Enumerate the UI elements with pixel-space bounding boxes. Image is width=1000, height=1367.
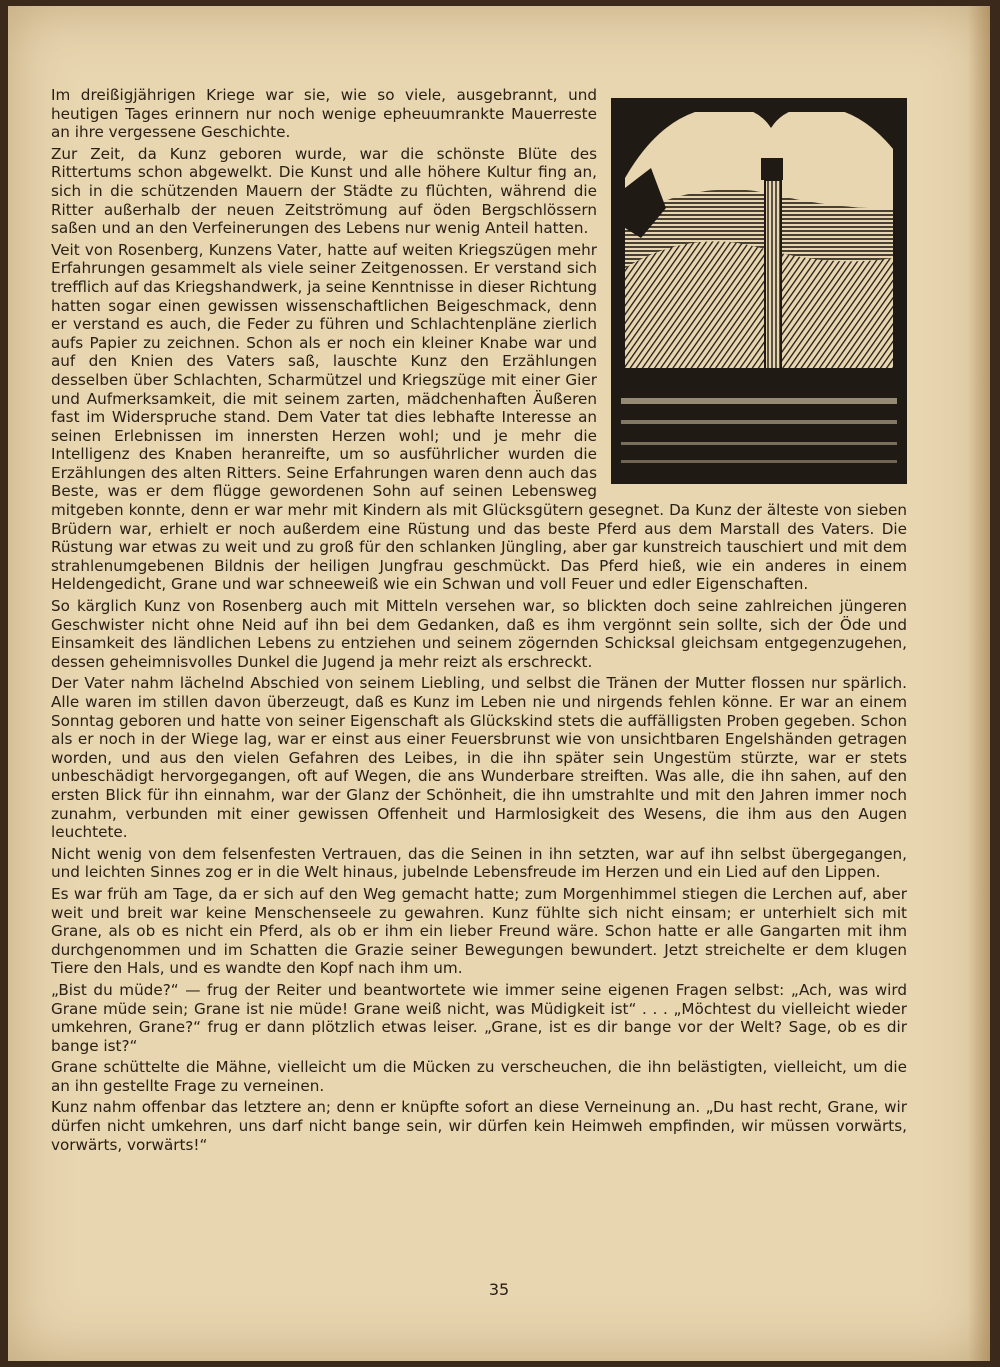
page-number: 35 [488,1280,510,1299]
paragraph: Kunz nahm offenbar das letztere an; denn er knüpfte sofort an diese Verneinung an. „Du hast recht, Grane, wir dürfen nicht umkehren, uns darf nicht bange sein, wir dürfen kein Heimweh empfinden, wir müssen vorwärts, vorwärts, vorwärts!“ [51,1098,907,1154]
paragraph: Nicht wenig von dem felsenfesten Vertrauen, das die Seinen in ihn setzten, war auf ihn selbst übergegangen, und leichten Sinnes zog er in die Welt hinaus, jubelnde Lebensfreude im Herzen und ein Lied auf den Lippen. [51,844,907,882]
page-spine-shadow [968,6,990,1361]
paragraph: Zur Zeit, da Kunz geboren wurde, war die schönste Blüte des Rittertums schon abgewelkt. Die Kunst und alle höhere Kultur fing an, sich in die schützenden Mauern der Städte zu flüchten, während die Ritter außerhalb der neuen Zeitströmung auf öden Bergschlössern saßen und an den Verfeinerungen des Lebens nur wenig Anteil hatten. [51,144,597,238]
woodcut-arcade-image [611,98,907,484]
paragraph: Veit von Rosenberg, Kunzens Vater, hatte auf weiten Kriegszügen mehr Erfahrungen gesammelt als viele seiner Zeitgenossen. Er verstand sich trefflich auf das Kriegshandwerk, ja seine Kenntnisse in dieser Richtung hatten sogar einen gewissen wissenschaftlichen Beigeschmack, denn er verstand es auch, die Feder zu führen und Schlachtenpläne zierlich aufs Papier zu zeichnen. Schon als er noch ein kleiner Knabe war und auf den Knien des Vaters saß, lauschte Kunz den Erzählungen desselben über Schlachten, Scharmützel und Kriegszüge mit einer Gier und Aufmerksamkeit, die mit seinem zarten, mädchenhaften Äußeren fast im Widerspruche stand. Dem Vater tat dies lebhafte Interesse an seinen Erlebnissen im innersten Herzen wohl; und je mehr die Intelligenz des Knaben heranreifte, um so ausführlicher wurden die Erzählungen des alten Ritters. Seine Erfahrungen waren denn auch das Beste, was er dem flügge gewordenen Sohn auf seinen Lebensweg mitgeben konnte, denn er war mehr mit Kindern als mit Glücksgütern gesegnet. Da Kunz der älteste von sieben Brüdern war, erhielt er noch außerdem eine Rüstung und das beste Pferd aus dem Marstall des Vaters. Die Rüstung war etwas zu weit und zu groß für den schlanken Jüngling, aber gar kunstreich tauschiert und mit dem strahlenumgebenen Bildnis der heiligen Jungfrau geschmückt. Das Pferd hieß, wie ein anderes in einem Heldengedicht, Grane und war schneeweiß wie ein Schwan und voll Feuer und edler Eigenschaften. [51,240,907,594]
body-text [51,86,907,1157]
paragraph: Im dreißigjährigen Kriege war sie, wie so viele, ausgebrannt, und heutigen Tages erinnern nur noch wenige epheuumrankte Mauerreste an ihre vergessene Geschichte. [51,86,597,142]
woodcut-illustration [611,98,907,484]
paragraph: Der Vater nahm lächelnd Abschied von seinem Liebling, und selbst die Tränen der Mutter flossen nur spärlich. Alle waren im stillen davon überzeugt, daß es Kunz im Leben nie und nirgends fehlen könne. Er war an einem Sonntag geboren und hatte von seiner Eigenschaft als Glückskind stets die auffälligsten Proben gegeben. Schon als er noch in der Wiege lag, war er einst aus einer Feuersbrunst wie von unsichtbaren Engelshänden getragen worden, und aus den vielen Gefahren des Leibes, in die ihn später sein Ungestüm stürzte, war er stets unbeschädigt hervorgegangen, oft auf Wegen, die ans Wunderbare streiften. Was alle, die ihn sahen, auf den ersten Blick für ihn einnahm, war der Glanz der Schönheit, die ihn umstrahlte und mit den Jahren immer noch zunahm, verbunden mit einer gewissen Offenheit und Harmlosigkeit des Wesens, die ihm aus den Augen leuchtete. [51,674,907,842]
paragraph: Grane schüttelte die Mähne, vielleicht um die Mücken zu verscheuchen, die ihn belästigten, vielleicht, um die an ihn gestellte Frage zu verneinen. [51,1058,907,1095]
book-page [8,6,990,1361]
paragraph: „Bist du müde?“ — frug der Reiter und beantwortete wie immer seine eigenen Fragen selbst: „Ach, was wird Grane müde sein; Grane ist nie müde! Grane weiß nicht, was Müdigkeit ist“ . . . „Möchtest du vielleicht wieder umkehren, Grane?“ frug er dann plötzlich etwas leiser. „Grane, ist es dir bange vor der Welt? Sage, ob es dir bange ist?“ [51,980,907,1055]
paragraph: Es war früh am Tage, da er sich auf den Weg gemacht hatte; zum Morgenhimmel stiegen die Lerchen auf, aber weit und breit war keine Menschenseele zu gewahren. Kunz fühlte sich nicht einsam; er unterhielt sich mit Grane, als ob es nicht ein Pferd, als ob er ihm ein lieber Freund wäre. Schon hatte er alle Gangarten mit ihm durchgenommen und im Schatten die Grazie seiner Bewegungen bewundert. Jetzt streichelte er dem klugen Tiere den Hals, und es wandte den Kopf nach ihm um. [51,884,907,978]
paragraph: So kärglich Kunz von Rosenberg auch mit Mitteln versehen war, so blickten doch seine zahlreichen jüngeren Geschwister nicht ohne Neid auf ihn bei dem Gedanken, daß es ihm vergönnt sein sollte, sich der Öde und Einsamkeit des ländlichen Lebens zu entziehen und seinem zögernden Schicksal gleichsam entgegenzugehen, dessen geheimnisvolles Dunkel die Jugend ja mehr reizt als erschreckt. [51,597,907,671]
